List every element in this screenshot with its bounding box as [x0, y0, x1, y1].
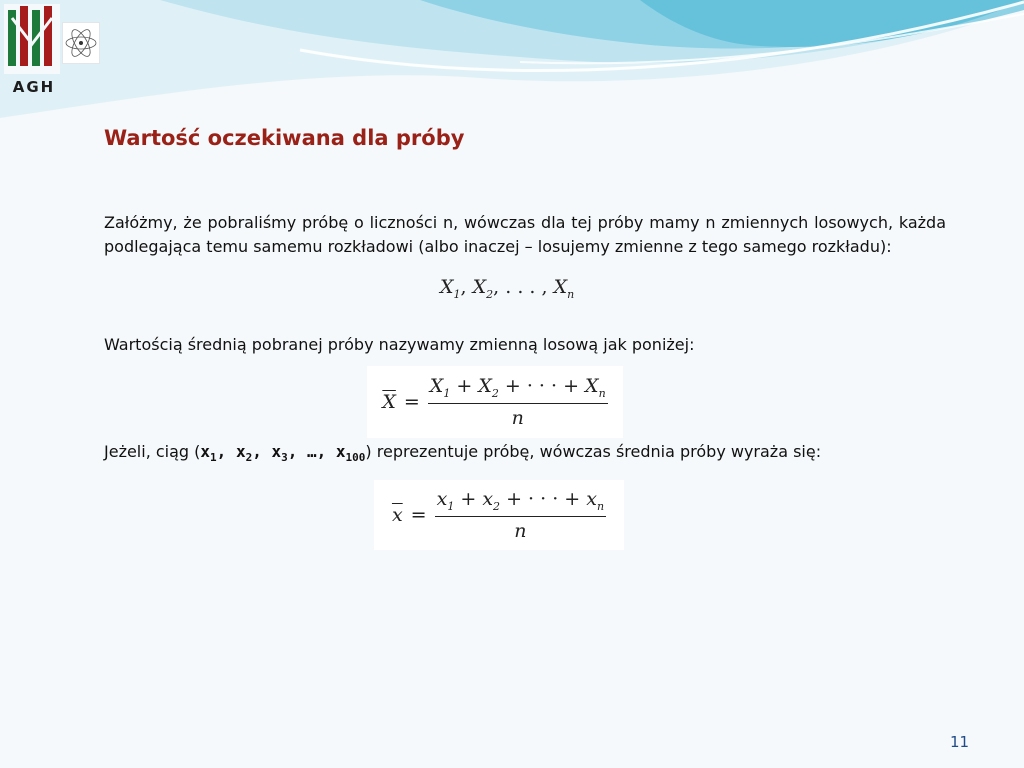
- mean-definition-paragraph: Wartością średnią pobranej próby nazywamy zmienną losową jak poniżej:: [104, 335, 695, 354]
- formula-sample-sequence: $X_1$, $X_2$, . . . , $X_n$: [440, 276, 575, 301]
- formula-sample-mean-observed: $\overline{x}$ = $\frac{x_1 + x_2 + \cdot \cdot \cdot + x_n}{n}$: [374, 480, 624, 550]
- agh-logo: [4, 4, 60, 96]
- agh-logo-icon: [4, 4, 60, 74]
- intro-paragraph: Załóżmy, że pobraliśmy próbę o liczności n, wówczas dla tej próby mamy n zmiennych losowych, każda podlegająca temu samemu rozkładowi (albo inaczej – losujemy zmienne z tego samego rozkładu):: [104, 213, 946, 256]
- sample-values-paragraph: Jeżeli, ciąg ($x_1$, $x_2$, $x_3$, …, $x_{100}$) reprezentuje próbę, wówczas średnia próby wyraża się:: [104, 442, 822, 465]
- agh-logo-text: AGH: [12, 78, 56, 96]
- page-number: 11: [950, 733, 970, 751]
- atom-icon: [62, 22, 100, 64]
- slide-title: Wartość oczekiwana dla próby: [104, 126, 465, 150]
- formula-sample-mean-random: $\overline{X}$ = $\frac{X_1 + X_2 + \cdot \cdot \cdot + X_n}{n}$: [367, 366, 623, 438]
